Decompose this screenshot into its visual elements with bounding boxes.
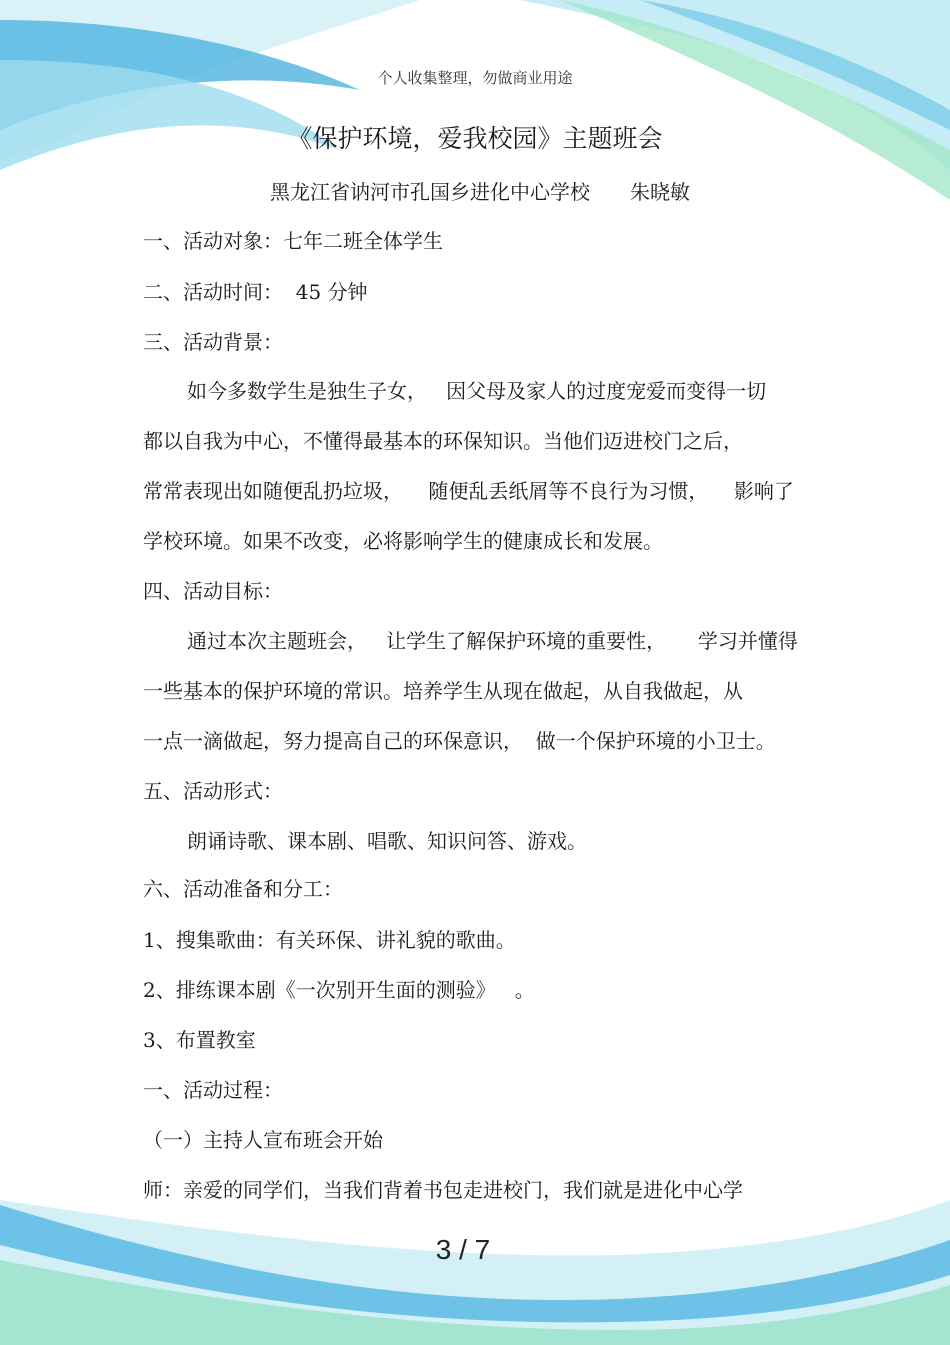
paragraph-line: 一、活动对象：七年二班全体学生 — [143, 229, 443, 253]
section-heading: 五、活动形式： — [143, 779, 283, 803]
subsection-heading: （一）主持人宣布班会开始 — [143, 1128, 383, 1152]
paragraph-line: 师：亲爱的同学们，当我们背着书包走进校门，我们就是进化中心学 — [143, 1178, 743, 1202]
paragraph-line: 常常表现出如随便乱扔垃圾， 随便乱丢纸屑等不良行为习惯， 影响了 — [143, 479, 794, 503]
section-heading: 四、活动目标： — [143, 579, 283, 603]
watermark-text: 个人收集整理，勿做商业用途 — [377, 69, 573, 87]
paragraph-line: 朗诵诗歌、课本剧、唱歌、知识问答、游戏。 — [187, 829, 587, 853]
paragraph-line: 一点一滴做起，努力提高自己的环保意识， 做一个保护环境的小卫士。 — [143, 729, 776, 753]
page-number: 3 / 7 — [435, 1234, 491, 1265]
author-line: 黑龙江省讷河市孔国乡进化中心学校 朱晓敏 — [270, 180, 690, 204]
section-heading: 三、活动背景： — [143, 330, 283, 354]
section-heading: 六、活动准备和分工： — [143, 877, 343, 901]
list-item: 2、排练课本剧《一次别开生面的测验》 。 — [143, 978, 535, 1002]
paragraph-line: 一些基本的保护环境的常识。培养学生从现在做起，从自我做起，从 — [143, 679, 743, 703]
section-heading: 一、活动过程： — [143, 1078, 283, 1102]
paragraph-line: 如今多数学生是独生子女， 因父母及家人的过度宠爱而变得一切 — [187, 379, 767, 403]
paragraph-line: 学校环境。如果不改变，必将影响学生的健康成长和发展。 — [143, 529, 663, 553]
paragraph-line: 都以自我为中心，不懂得最基本的环保知识。当他们迈进校门之后， — [143, 429, 743, 453]
paragraph-line: 二、活动时间： 45 分钟 — [143, 280, 368, 304]
page-title: 《保护环境，爱我校园》主题班会 — [287, 124, 663, 153]
list-item: 3、布置教室 — [143, 1028, 256, 1052]
paragraph-line: 通过本次主题班会， 让学生了解保护环境的重要性， 学习并懂得 — [187, 629, 798, 653]
list-item: 1、搜集歌曲：有关环保、讲礼貌的歌曲。 — [143, 928, 516, 952]
